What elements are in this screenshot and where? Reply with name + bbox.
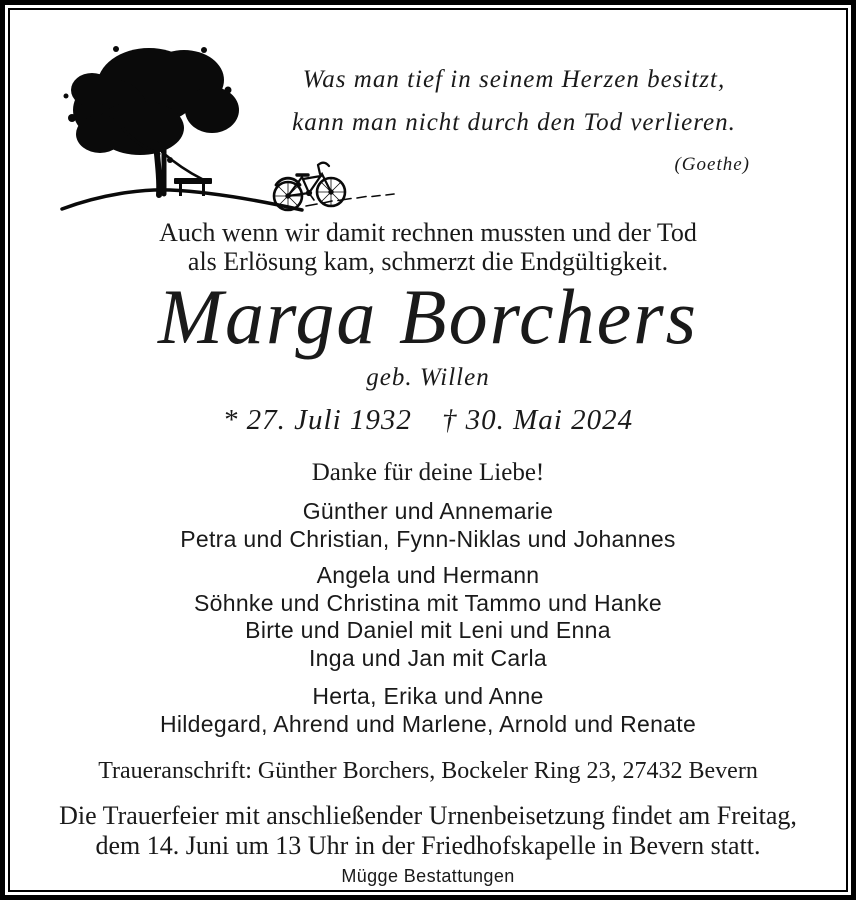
mourners-group-2 (14, 562, 842, 672)
funeral-home-name: Mügge Bestattungen (341, 866, 515, 886)
mourners-group-3 (14, 682, 842, 738)
life-dates (14, 404, 842, 437)
quote-line-2: kann man nicht durch den Tod verlieren. (292, 109, 736, 136)
mourner-line: Hildegard, Ahrend und Marlene, Arnold und Renate (159, 711, 697, 737)
birth-date: * 27. Juli 1932 (222, 404, 412, 436)
intro-line-1: Auch wenn wir damit rechnen mussten und der Tod (159, 218, 697, 247)
mourner-line: Söhnke und Christina mit Tammo und Hanke (194, 589, 662, 616)
opening-quote (268, 58, 760, 176)
mourners-group-1 (14, 497, 842, 553)
mourner-line: Birte und Daniel mit Leni und Enna (245, 617, 611, 643)
mourner-line: Angela und Hermann (316, 562, 540, 588)
quote-attribution: (Goethe) (674, 154, 750, 175)
mourner-line: Herta, Erika und Anne (312, 683, 544, 709)
deceased-birth-name: geb. Willen (366, 364, 490, 391)
deceased-name: Marga Borchers (158, 273, 698, 360)
funeral-notice-line-2: dem 14. Juni um 13 Uhr in der Friedhofskapelle in Bevern statt. (95, 831, 761, 860)
mourner-line: Günther und Annemarie (302, 498, 554, 524)
funeral-notice (14, 801, 842, 861)
intro-text (14, 218, 842, 276)
condolence-address: Traueranschrift: Günther Borchers, Bockeler Ring 23, 27432 Bevern (98, 758, 758, 784)
mourner-line: Inga und Jan mit Carla (308, 644, 547, 671)
tree-foliage (64, 46, 240, 163)
thanks-line: Danke für deine Liebe! (311, 459, 545, 486)
mourner-line: Petra und Christian, Fynn-Niklas und Johannes (180, 526, 676, 552)
intro-line-2: als Erlösung kam, schmerzt die Endgültigkeit. (187, 247, 669, 276)
death-date: † 30. Mai 2024 (441, 404, 634, 436)
funeral-notice-line-1: Die Trauerfeier mit anschließender Urnenbeisetzung findet am Freitag, (59, 801, 797, 830)
quote-line-1: Was man tief in seinem Herzen besitzt, (302, 66, 726, 93)
